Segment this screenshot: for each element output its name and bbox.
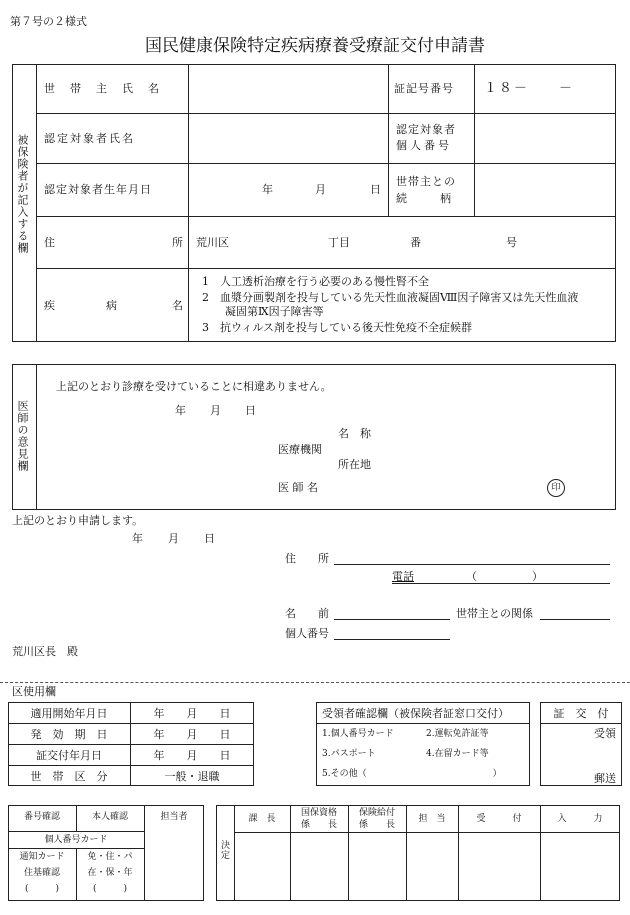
- receiver-option: 2.運転免許証等: [426, 729, 489, 739]
- institution-label: 医療機関: [278, 443, 322, 456]
- applicant-address-label: 住 所: [285, 552, 329, 565]
- disease-label-1: 疾: [44, 299, 55, 312]
- application-date-year: 年: [132, 532, 143, 545]
- application-date-day: 日: [204, 532, 215, 545]
- office-row-label: 世 帯 区 分: [30, 770, 108, 783]
- target-name-field[interactable]: [190, 115, 386, 161]
- head-name-field[interactable]: [190, 66, 386, 111]
- license-paren: ( ): [92, 884, 128, 894]
- target-id-label-2: 個人番号: [396, 139, 452, 152]
- disease-option-2: 2 血漿分画製剤を投与している先天性血液凝固Ⅷ因子障害又は先天性血液: [202, 291, 579, 304]
- office-row-value: 年 月 日: [153, 728, 231, 741]
- doctor-date-month: 月: [210, 404, 221, 417]
- seal-icon: 印: [547, 479, 565, 497]
- institution-name-sublabel: 名 称: [338, 427, 371, 440]
- decision-col-header: 課 長: [248, 814, 276, 824]
- notice-card-paren: ( ): [24, 884, 60, 894]
- receiver-check-title: 受領者確認欄（被保険者証窓口交付）: [322, 707, 509, 720]
- license-label-2: 在・保・年: [87, 868, 133, 878]
- application-date-month: 月: [168, 532, 179, 545]
- phone-label: 電話: [392, 570, 414, 583]
- applicant-id-field[interactable]: [334, 639, 450, 640]
- applicant-id-label: 個人番号: [285, 627, 329, 640]
- relation-field[interactable]: [476, 165, 614, 214]
- address-ban: 番: [410, 236, 421, 249]
- disease-option-2-cont: 凝固第Ⅸ因子障害等: [225, 305, 324, 318]
- institution-location-sublabel: 所在地: [338, 458, 371, 471]
- office-use-header: 区使用欄: [12, 685, 56, 698]
- applicant-relation-label: 世帯主との関係: [456, 607, 533, 620]
- doctor-name-label: 医 師 名: [278, 481, 318, 494]
- decision-col-header-sub: 係 長: [358, 820, 395, 830]
- issue-receive: 受領: [594, 727, 616, 740]
- office-row-label: 適用開始年月日: [30, 707, 108, 720]
- applicant-side-label: 被保険者が記入する欄: [16, 134, 29, 254]
- disease-label-2: 病: [106, 299, 117, 312]
- applicant-address-field[interactable]: [334, 564, 610, 565]
- disease-option-1: 1 人工透析治療を行う必要のある慢性腎不全: [202, 275, 429, 288]
- doctor-date-day: 日: [245, 404, 256, 417]
- issue-mail: 郵送: [594, 772, 616, 785]
- decision-col-header: 国保資格: [300, 808, 337, 818]
- receiver-option: 1.個人番号カード: [322, 729, 394, 739]
- applicant-relation-field[interactable]: [540, 619, 610, 620]
- office-row-label: 証交付年月日: [36, 749, 102, 762]
- target-id-field[interactable]: [476, 115, 614, 161]
- office-row-value: 年 月 日: [153, 707, 231, 720]
- symbol-number-field[interactable]: １８－ －: [484, 81, 575, 96]
- receiver-option: 5.その他（ ）: [322, 769, 502, 779]
- application-statement: 上記のとおり申請します。: [12, 514, 144, 527]
- target-name-label: 認定対象者氏名: [44, 132, 135, 145]
- relation-label-2: 続 柄: [396, 192, 451, 205]
- disease-label-3: 名: [172, 299, 183, 312]
- phone-field[interactable]: [392, 583, 610, 584]
- number-check-label: 番号確認: [23, 812, 60, 822]
- doctor-date-year: 年: [175, 404, 186, 417]
- decision-col-header: 保険給付: [358, 808, 395, 818]
- phone-paren: （ ）: [466, 570, 543, 583]
- disease-option-3: 3 抗ウィルス剤を投与している後天性免疫不全症候群: [202, 321, 473, 334]
- doctor-statement: 上記のとおり診療を受けていることに相違ありません。: [56, 380, 332, 393]
- target-id-label-1: 認定対象者: [396, 123, 456, 136]
- address-ward: 荒川区: [196, 236, 229, 249]
- license-label: 免・住・パ: [87, 852, 133, 862]
- birth-label: 認定対象者生年月日: [44, 183, 152, 196]
- addressee: 荒川区長 殿: [12, 645, 78, 658]
- relation-label-1: 世帯主との: [396, 175, 456, 188]
- address-label-2: 所: [172, 236, 183, 249]
- decision-col-header: 受 付: [476, 814, 522, 824]
- id-card-label: 個人番号カード: [44, 835, 108, 845]
- identity-check-label: 本人確認: [91, 812, 128, 822]
- cut-line: [0, 682, 630, 683]
- office-row-label: 発 効 期 日: [30, 728, 108, 741]
- applicant-name-field[interactable]: [334, 619, 450, 620]
- decision-col-header: 入 力: [557, 814, 603, 824]
- form-number: 第７号の２様式: [10, 15, 87, 28]
- decision-label: 決定: [219, 840, 229, 860]
- doctor-side-label: 医師の意見欄: [16, 400, 29, 472]
- form-title: 国民健康保険特定疾病療養受療証交付申請書: [145, 36, 485, 56]
- decision-col-header-sub: 係 長: [300, 820, 337, 830]
- notice-card-label: 通知カード: [19, 852, 65, 862]
- birth-year: 年: [262, 183, 273, 196]
- office-row-value: 年 月 日: [153, 749, 231, 762]
- birth-day: 日: [370, 183, 381, 196]
- receiver-option: 3.パスポート: [322, 749, 376, 759]
- address-chome: 丁目: [328, 236, 350, 249]
- symbol-number-label: 証記号番号: [394, 82, 454, 95]
- address-go: 号: [506, 236, 517, 249]
- applicant-name-label: 名 前: [285, 607, 329, 620]
- decision-col-header: 担 当: [418, 814, 446, 824]
- issue-title: 証 交 付: [553, 707, 609, 720]
- birth-month: 月: [315, 183, 326, 196]
- receiver-option: 4.在留カード等: [426, 749, 489, 759]
- head-name-label: 世 帯 主 氏 名: [44, 82, 161, 95]
- office-row-value: 一般・退職: [164, 770, 220, 783]
- resident-check-label: 住基確認: [23, 868, 60, 878]
- person-in-charge-label: 担当者: [160, 812, 188, 822]
- address-label-1: 住: [44, 236, 55, 249]
